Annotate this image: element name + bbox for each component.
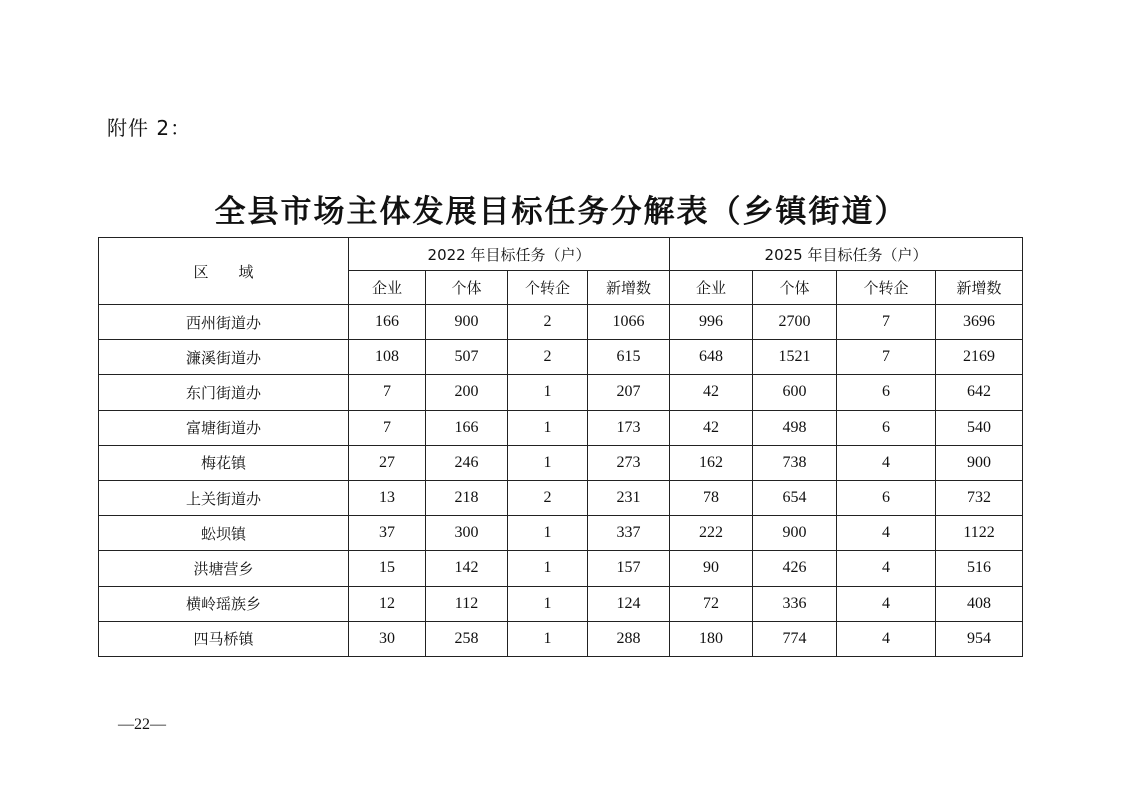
enterprise-2022-cell: 108 — [349, 340, 426, 375]
individual-2022-cell: 218 — [426, 480, 508, 515]
new-total-2022-cell: 207 — [588, 375, 670, 410]
conversion-2022-cell: 1 — [508, 621, 588, 656]
table-row — [99, 621, 1023, 656]
enterprise-2022-cell: 166 — [349, 305, 426, 340]
new-total-2022-cell: 1066 — [588, 305, 670, 340]
conversion-2022-cell: 1 — [508, 410, 588, 445]
new-total-2022-cell: 124 — [588, 586, 670, 621]
individual-2025-cell: 738 — [753, 445, 837, 480]
individual-2025-cell: 426 — [753, 551, 837, 586]
individual-2022-cell: 507 — [426, 340, 508, 375]
target-task-table — [98, 237, 1023, 657]
new-total-2022-cell: 337 — [588, 516, 670, 551]
table-row — [99, 551, 1023, 586]
enterprise-2025-cell: 180 — [670, 621, 753, 656]
conversion-2022-cell: 1 — [508, 586, 588, 621]
new-total-2025-cell: 1122 — [936, 516, 1023, 551]
table-body — [99, 305, 1023, 657]
individual-2022-cell: 166 — [426, 410, 508, 445]
individual-2025-cell: 900 — [753, 516, 837, 551]
conversion-2025-cell: 4 — [837, 586, 936, 621]
region-cell: 上关街道办 — [99, 480, 349, 515]
new-total-2025-cell: 954 — [936, 621, 1023, 656]
attachment-label: 附件 2： — [107, 116, 192, 140]
region-cell: 东门街道办 — [99, 375, 349, 410]
table-row — [99, 375, 1023, 410]
table-header-row-groups — [99, 238, 1023, 271]
enterprise-2022-cell: 7 — [349, 375, 426, 410]
conversion-2025-cell: 4 — [837, 516, 936, 551]
conversion-2022-cell: 1 — [508, 445, 588, 480]
table-row — [99, 480, 1023, 515]
table-row — [99, 340, 1023, 375]
page-number: —22— — [118, 716, 166, 733]
conversion-2025-cell: 6 — [837, 375, 936, 410]
table-row — [99, 586, 1023, 621]
individual-2025-cell: 2700 — [753, 305, 837, 340]
individual-2022-cell: 112 — [426, 586, 508, 621]
conversion-2022-cell: 2 — [508, 305, 588, 340]
column-header-enterprise-2025: 企业 — [670, 271, 753, 305]
individual-2022-cell: 300 — [426, 516, 508, 551]
group-header-2022: 2022 年目标任务（户） — [349, 238, 670, 271]
region-cell: 富塘街道办 — [99, 410, 349, 445]
column-header-individual-2025: 个体 — [753, 271, 837, 305]
individual-2022-cell: 246 — [426, 445, 508, 480]
conversion-2025-cell: 7 — [837, 340, 936, 375]
conversion-2025-cell: 7 — [837, 305, 936, 340]
conversion-2025-cell: 6 — [837, 480, 936, 515]
enterprise-2022-cell: 12 — [349, 586, 426, 621]
region-cell: 横岭瑶族乡 — [99, 586, 349, 621]
enterprise-2025-cell: 78 — [670, 480, 753, 515]
new-total-2022-cell: 173 — [588, 410, 670, 445]
individual-2025-cell: 336 — [753, 586, 837, 621]
enterprise-2025-cell: 162 — [670, 445, 753, 480]
region-cell: 蚣坝镇 — [99, 516, 349, 551]
column-header-new-total-2022: 新增数 — [588, 271, 670, 305]
column-header-enterprise-2022: 企业 — [349, 271, 426, 305]
enterprise-2025-cell: 222 — [670, 516, 753, 551]
conversion-2022-cell: 2 — [508, 340, 588, 375]
region-cell: 四马桥镇 — [99, 621, 349, 656]
new-total-2025-cell: 2169 — [936, 340, 1023, 375]
new-total-2025-cell: 516 — [936, 551, 1023, 586]
new-total-2025-cell: 642 — [936, 375, 1023, 410]
table-row — [99, 410, 1023, 445]
individual-2025-cell: 654 — [753, 480, 837, 515]
region-cell: 西州街道办 — [99, 305, 349, 340]
group-header-2025: 2025 年目标任务（户） — [670, 238, 1023, 271]
column-header-conversion-2022: 个转企 — [508, 271, 588, 305]
enterprise-2025-cell: 72 — [670, 586, 753, 621]
conversion-2022-cell: 1 — [508, 375, 588, 410]
region-header: 区 域 — [99, 238, 349, 305]
new-total-2022-cell: 273 — [588, 445, 670, 480]
new-total-2025-cell: 540 — [936, 410, 1023, 445]
individual-2022-cell: 258 — [426, 621, 508, 656]
region-cell: 梅花镇 — [99, 445, 349, 480]
conversion-2022-cell: 2 — [508, 480, 588, 515]
individual-2022-cell: 900 — [426, 305, 508, 340]
individual-2025-cell: 1521 — [753, 340, 837, 375]
region-cell: 濂溪街道办 — [99, 340, 349, 375]
individual-2025-cell: 774 — [753, 621, 837, 656]
enterprise-2022-cell: 27 — [349, 445, 426, 480]
enterprise-2022-cell: 37 — [349, 516, 426, 551]
individual-2025-cell: 498 — [753, 410, 837, 445]
enterprise-2022-cell: 7 — [349, 410, 426, 445]
enterprise-2022-cell: 13 — [349, 480, 426, 515]
enterprise-2025-cell: 90 — [670, 551, 753, 586]
column-header-new-total-2025: 新增数 — [936, 271, 1023, 305]
enterprise-2022-cell: 15 — [349, 551, 426, 586]
conversion-2025-cell: 4 — [837, 621, 936, 656]
conversion-2025-cell: 4 — [837, 551, 936, 586]
new-total-2025-cell: 732 — [936, 480, 1023, 515]
conversion-2022-cell: 1 — [508, 551, 588, 586]
table-row — [99, 516, 1023, 551]
enterprise-2025-cell: 648 — [670, 340, 753, 375]
new-total-2025-cell: 408 — [936, 586, 1023, 621]
document-title: 全县市场主体发展目标任务分解表（乡镇街道） — [214, 194, 908, 230]
table-row — [99, 445, 1023, 480]
new-total-2022-cell: 288 — [588, 621, 670, 656]
enterprise-2022-cell: 30 — [349, 621, 426, 656]
column-header-conversion-2025: 个转企 — [837, 271, 936, 305]
conversion-2025-cell: 6 — [837, 410, 936, 445]
region-cell: 洪塘营乡 — [99, 551, 349, 586]
column-header-individual-2022: 个体 — [426, 271, 508, 305]
individual-2022-cell: 200 — [426, 375, 508, 410]
conversion-2022-cell: 1 — [508, 516, 588, 551]
new-total-2025-cell: 900 — [936, 445, 1023, 480]
enterprise-2025-cell: 42 — [670, 375, 753, 410]
conversion-2025-cell: 4 — [837, 445, 936, 480]
enterprise-2025-cell: 42 — [670, 410, 753, 445]
new-total-2025-cell: 3696 — [936, 305, 1023, 340]
new-total-2022-cell: 157 — [588, 551, 670, 586]
table-row — [99, 305, 1023, 340]
individual-2025-cell: 600 — [753, 375, 837, 410]
individual-2022-cell: 142 — [426, 551, 508, 586]
new-total-2022-cell: 615 — [588, 340, 670, 375]
new-total-2022-cell: 231 — [588, 480, 670, 515]
enterprise-2025-cell: 996 — [670, 305, 753, 340]
